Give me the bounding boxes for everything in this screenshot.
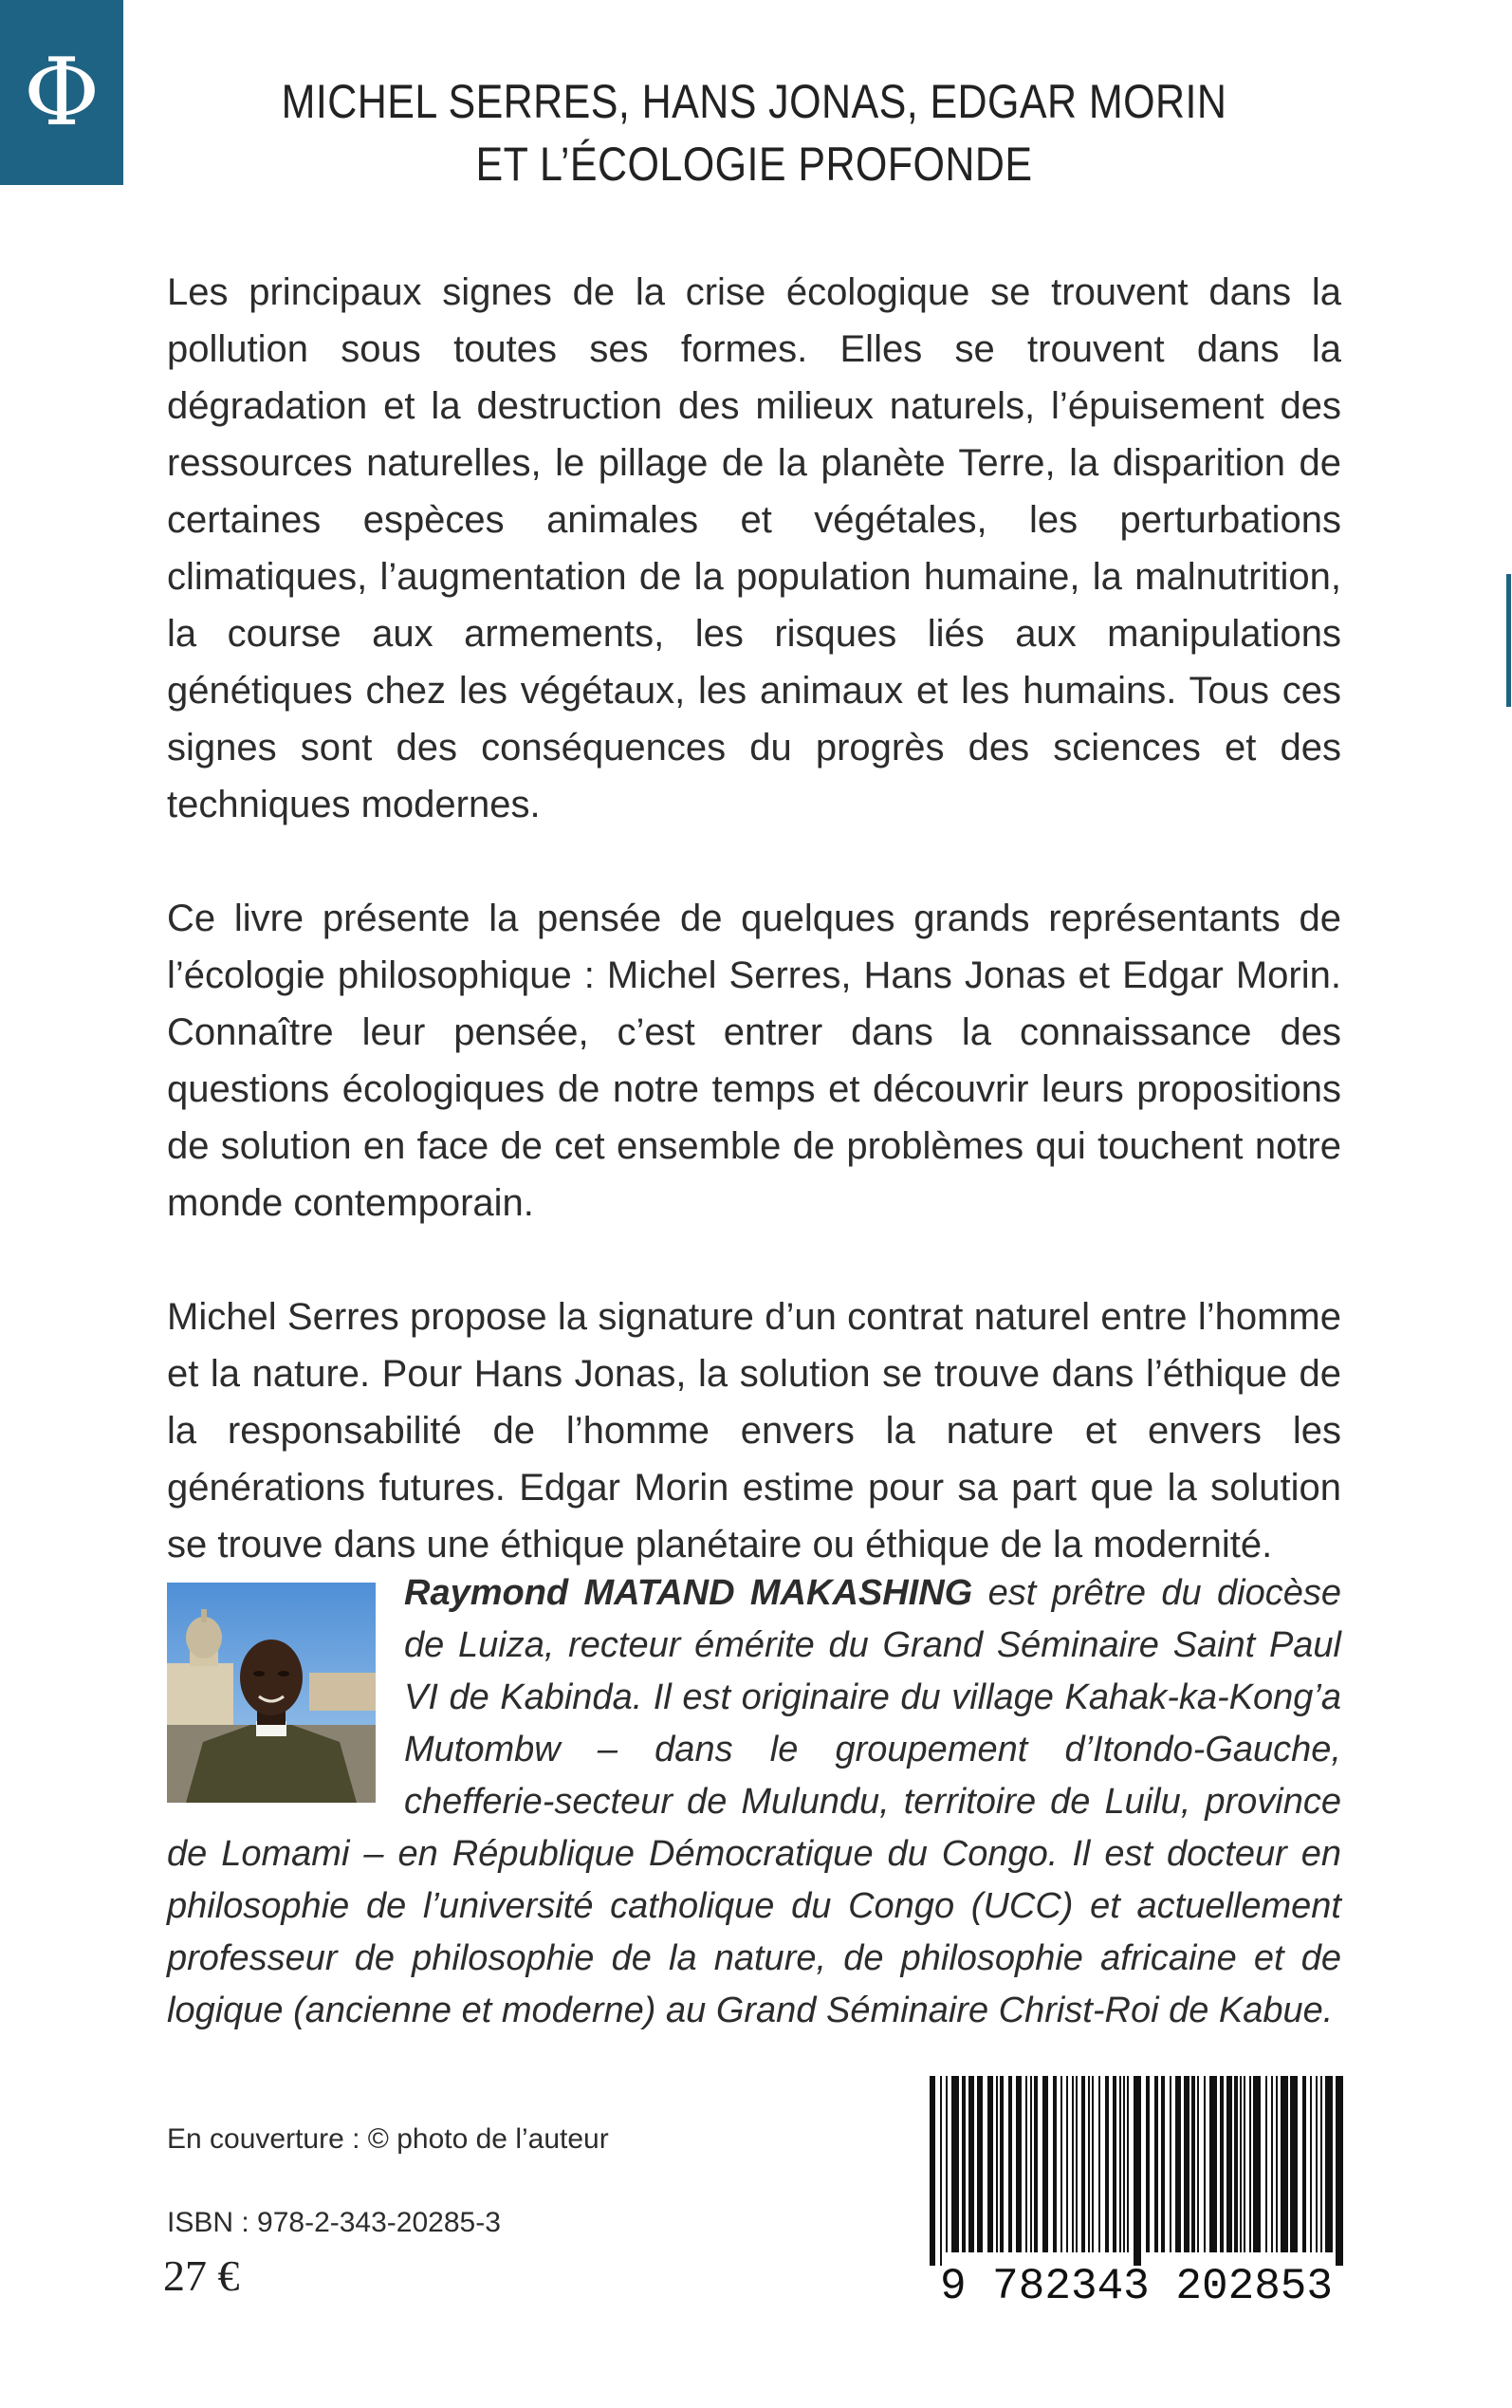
barcode-bar (1119, 2076, 1121, 2252)
barcode-bar (1240, 2076, 1242, 2252)
barcode-bar (1281, 2076, 1288, 2252)
barcode-bar (1066, 2076, 1068, 2252)
back-cover-summary (167, 264, 1341, 1630)
barcode-bar (1025, 2076, 1027, 2252)
barcode-bar (987, 2076, 993, 2252)
barcode-bar (1265, 2076, 1267, 2252)
barcode-bar (1053, 2076, 1057, 2252)
title-line-2: ET L’ÉCOLOGIE PROFONDE (475, 138, 1033, 191)
price: 27 € (163, 2251, 240, 2300)
barcode-bar (1016, 2076, 1022, 2252)
barcode-bar (1253, 2076, 1261, 2252)
barcode-bar (1098, 2076, 1100, 2252)
barcode-bar (1034, 2076, 1038, 2252)
barcode-bar (1088, 2076, 1090, 2252)
barcode-bar (1127, 2076, 1129, 2252)
barcode-bar (1249, 2076, 1251, 2252)
publisher-logo (0, 0, 123, 185)
barcode-bar (1000, 2076, 1004, 2252)
barcode-bar (1008, 2076, 1012, 2252)
barcode-bar (1310, 2076, 1312, 2252)
barcode-bar (1154, 2076, 1158, 2252)
summary-paragraph-2: Ce livre présente la pensée de quelques grands représentants de l’écologie philosophique : Michel Serres, Hans Jonas et Edgar Morin. Connaître leur pensée, c’est entrer dans la connaissance des questions écologiques de notre temps et découvrir leurs propositions de solution en face de cet ensemble de problèmes qui touchent notre monde contemporain. (167, 898, 1341, 1224)
barcode-bar (1191, 2076, 1195, 2252)
spine-edge-mark (1506, 574, 1511, 707)
barcode-bar (1302, 2076, 1306, 2252)
barcode-bar (1271, 2076, 1273, 2252)
barcode-bar (1123, 2076, 1125, 2252)
barcode-bar (1060, 2076, 1062, 2252)
barcode-bar (1336, 2076, 1343, 2266)
phi-icon: Φ (23, 38, 101, 147)
barcode-bar (1204, 2076, 1206, 2252)
barcode-bar (1081, 2076, 1085, 2252)
barcode-bar (1290, 2076, 1298, 2252)
barcode-bar (951, 2076, 959, 2252)
barcode-bar (1220, 2076, 1224, 2252)
barcode-bar (1113, 2076, 1116, 2252)
barcode-bar (962, 2076, 966, 2252)
barcode-bar (977, 2076, 983, 2252)
barcode-bar (940, 2076, 942, 2266)
barcode-bar (1146, 2076, 1150, 2252)
barcode-bar (1042, 2076, 1048, 2252)
author-bio-text: est prêtre du diocèse de Luiza, recteur émérite du Grand Séminaire Saint Paul VI de Kabinda. Il est originaire du village Kahak-ka-Kong’a Mutombw – dans le groupement d’Itondo-Gauche, chefferie-secteur de Mulundu, territoire de Luilu, province de Lomami – en République Démocratique du Congo. Il est docteur en philosophie de l’université catholique du Congo (UCC) et actuellement professeur de philosophie de la nature, de philosophie africaine et de logique (ancienne et moderne) au Grand Séminaire Christ-Roi de Kabue. (167, 1573, 1341, 2030)
barcode-bar (1030, 2076, 1032, 2252)
barcode-bar (1134, 2076, 1141, 2266)
barcode-bar (946, 2076, 948, 2252)
barcode-bar (1325, 2076, 1333, 2252)
summary-paragraph-1: Les principaux signes de la crise écologique se trouvent dans la pollution sous toutes ses formes. Elles se trouvent dans la dégradation et la destruction des milieux naturels, l’épuisement des ressources naturelles, le pillage de la planète Terre, la disparition de certaines espèces animales et végétales, les perturbations climatiques, l’augmentation de la population humaine, la malnutrition, la course aux armements, les risques liés aux manipulations génétiques chez les végétaux, les animaux et les humains. Tous ces signes sont des conséquences du progrès des sciences et des techniques modernes. (167, 271, 1341, 825)
barcode-bar (1170, 2076, 1171, 2252)
barcode-bar (1197, 2076, 1199, 2252)
barcode-bar (1320, 2076, 1322, 2252)
author-bio (167, 1567, 1341, 2037)
barcode-bar (1175, 2076, 1181, 2252)
barcode-bar (1161, 2076, 1165, 2252)
barcode-bar (1226, 2076, 1232, 2252)
barcode-bar (1234, 2076, 1238, 2252)
barcode-bar (1184, 2076, 1189, 2252)
title-line-1: MICHEL SERRES, HANS JONAS, EDGAR MORIN (281, 75, 1227, 128)
isbn-barcode (918, 2068, 1355, 2306)
isbn-number: ISBN : 978-2-343-20285-3 (167, 2207, 501, 2238)
barcode-digits: 9 782343 202853 (939, 2262, 1334, 2306)
barcode-bar (1276, 2076, 1278, 2252)
barcode-bar (996, 2076, 998, 2252)
author-name: Raymond MATAND MAKASHING (404, 1573, 973, 1613)
barcode-bar (1209, 2076, 1217, 2252)
barcode-bar (1316, 2076, 1318, 2252)
barcode-bar (930, 2076, 935, 2266)
cover-photo-credit: En couverture : © photo de l’auteur (167, 2123, 609, 2155)
summary-paragraph-3: Michel Serres propose la signature d’un contrat naturel entre l’homme et la nature. Pour Hans Jonas, la solution se trouve dans l’éthique de la responsabilité de l’homme envers la nature et envers les générations futures. Edgar Morin estime pour sa part que la solution se trouve dans une éthique planétaire ou éthique de la modernité. (167, 1296, 1341, 1565)
barcode-bar (1092, 2076, 1094, 2252)
barcode-bar (1072, 2076, 1074, 2252)
barcode-bar (1076, 2076, 1078, 2252)
barcode-bar (968, 2076, 974, 2252)
barcode-bar (1244, 2076, 1245, 2252)
barcode-bar (1105, 2076, 1109, 2252)
book-title (190, 70, 1318, 195)
